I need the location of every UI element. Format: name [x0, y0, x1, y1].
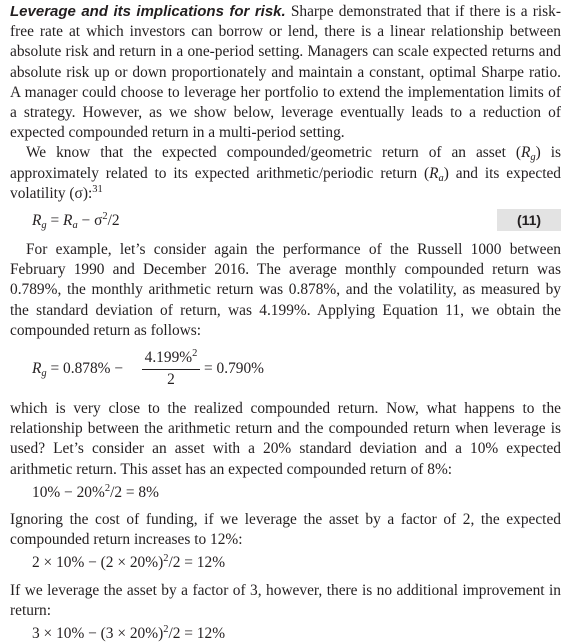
variable: R [520, 144, 531, 162]
operator: = 0.878% − [46, 360, 124, 378]
paragraph-text: Sharpe demonstrated that if there is a risk-free rate at which investors can borrow or lend, there is a linear relationship between absolute risk and return in a one-period setting. Managers can scale expected returns and absolute risk up or down proportionately and maintain a constant, optimal Sharpe ratio. A manager could choose to leverage her portfolio to extend the implementation limits of a strategy. However, as we show below, leverage eventually leads to a reduction of expected compounded return in a multi-period setting. [10, 3, 561, 142]
text-run: We know that the expected compounded/geometric return of an asset ( [26, 144, 521, 162]
fraction [142, 348, 200, 390]
text-run: ) and its expected volatility (σ): [10, 164, 561, 202]
exponent: 2 [102, 211, 108, 223]
calc-text: /2 = 12% [168, 625, 226, 643]
calculation-3 [32, 624, 561, 644]
exponent: 2 [163, 553, 169, 565]
exponent: 2 [104, 482, 111, 494]
variable-subscript: g [530, 152, 536, 164]
calc-text: 3 × 10% − (3 × 20%) [32, 625, 164, 643]
variable-subscript: g [41, 220, 47, 232]
operator: = [46, 212, 64, 230]
paragraph-geometric-return [10, 143, 561, 204]
paragraph-russell-example: For example, let’s consider again the performance of the Russell 1000 between February 1990 and December 2016. The average monthly compounded return was 0.789%, the monthly arithmetic return was 0.878%, and the volatility, as measured by the standard deviation of return, was 4.199%. Applying Equation 11, we obtain the compounded return as follows: [10, 241, 561, 339]
text-run: ) is approximately related to its expected arithmetic/periodic return ( [10, 144, 561, 182]
variable-subscript: g [41, 368, 47, 380]
section-heading: Leverage and its implications for risk. [10, 3, 286, 20]
footnote-marker: 31 [92, 183, 103, 195]
numerator-text: 4.199% [144, 349, 193, 367]
equation-result: = 0.790% [204, 360, 264, 378]
equation-lhs [32, 359, 123, 379]
calc-text: 10% − 20% [32, 483, 105, 501]
calculation-2 [32, 553, 561, 573]
variable-subscript: a [438, 172, 444, 184]
fraction-denominator: 2 [167, 371, 175, 389]
variable: R [63, 212, 73, 230]
exponent: 2 [192, 348, 198, 360]
equation-body [32, 211, 120, 231]
exponent: 2 [163, 624, 169, 636]
paragraph-leverage [10, 2, 561, 143]
calculation-1 [32, 483, 561, 503]
fraction-numerator [142, 348, 200, 370]
variable-subscript: a [72, 220, 78, 232]
equation-number: (11) [497, 209, 561, 231]
paragraph-leverage-question: which is very close to the realized compounded return. Now, what happens to the relationship between the arithmetic return and the compounded return when leverage is used? Let’s consider an asset with a 20% standard deviation and a 10% expected arithmetic return. This asset has an expected compounded return of 8%: [10, 400, 561, 478]
operator: /2 [107, 212, 120, 230]
example-equation [10, 347, 561, 391]
equation-11 [10, 209, 561, 233]
paragraph-factor-2: Ignoring the cost of funding, if we leverage the asset by a factor of 2, the expected compounded return increases to 12%: [10, 511, 561, 549]
calc-text: 2 × 10% − (2 × 20%) [32, 554, 164, 572]
variable: R [32, 212, 42, 230]
paragraph-factor-3: If we leverage the asset by a factor of 3, however, there is no additional improvement in return: [10, 581, 561, 619]
variable: R [32, 360, 42, 378]
calc-text: /2 = 8% [110, 483, 159, 501]
calc-text: /2 = 12% [168, 554, 226, 572]
variable: R [429, 164, 439, 182]
operator: − σ [77, 212, 103, 230]
